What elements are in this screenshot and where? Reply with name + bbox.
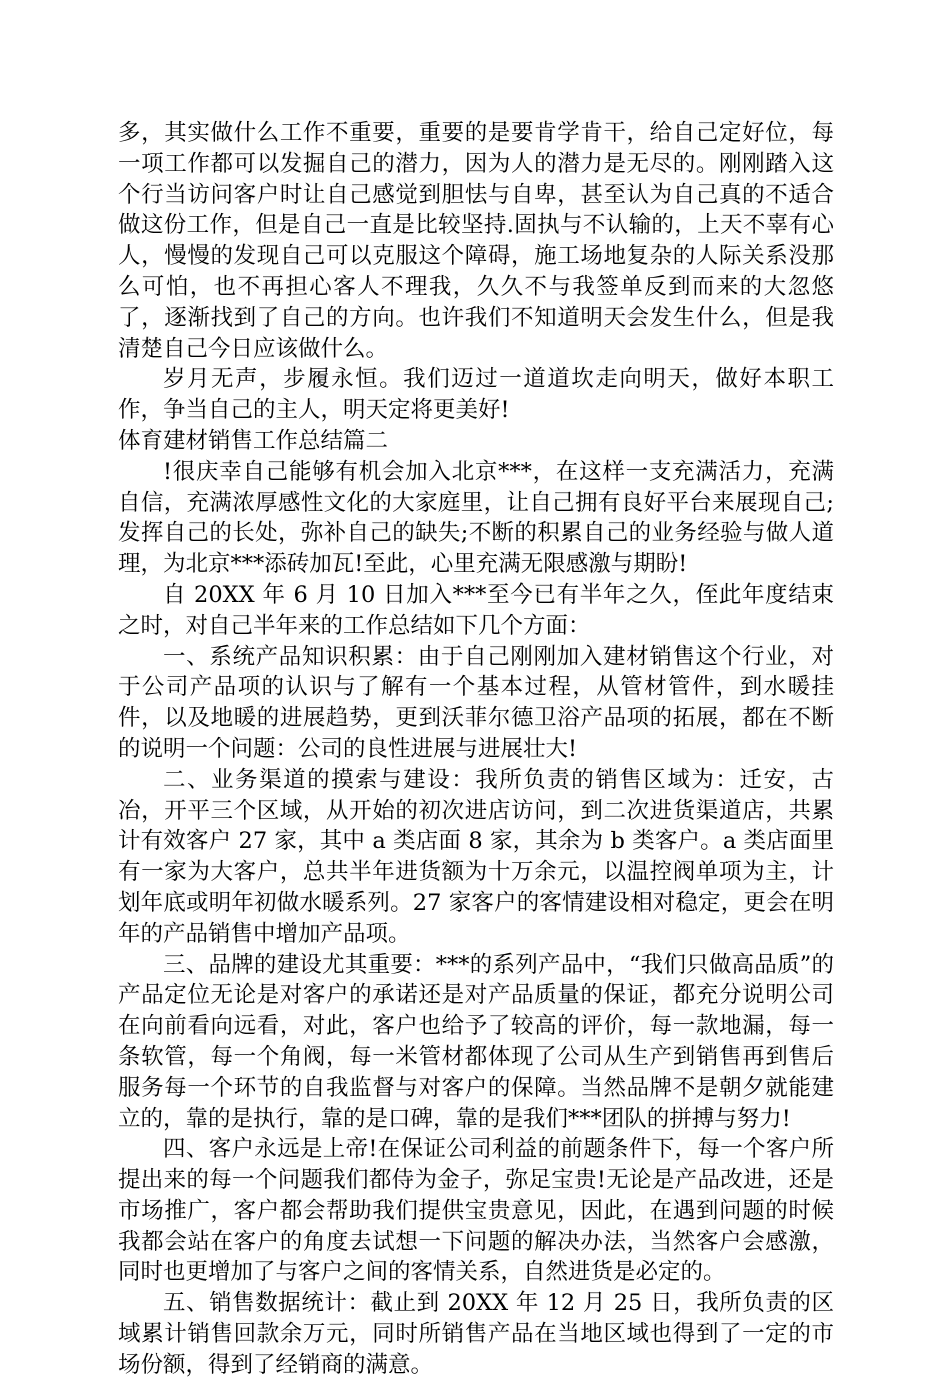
paragraph-point-4: 四、客户永远是上帝!在保证公司利益的前题条件下，每一个客户所提出来的每一个问题我们都侍为金子，弥足宝贵!无论是产品改进，还是市场推广，客户都会帮助我们提供宝贵意见，因此，在遇到问题的时候我都会站在客户的角度去试想一下问题的解决办法，当然客户会感激，同时也更增加了与客户之间的客情关系，自然进货是必定的。 <box>118 1136 834 1286</box>
paragraph-continuation: 多，其实做什么工作不重要，重要的是要肯学肯干，给自己定好位，每一项工作都可以发掘自己的潜力，因为人的潜力是无尽的。刚刚踏入这个行当访问客户时让自己感觉到胆怯与自卑，甚至认为自己真的不适合做这份工作，但是自己一直是比较坚持.固执与不认输的，上天不辜有心人，慢慢的发现自己可以克服这个障碍，施工场地复杂的人际关系没那么可怕，也不再担心客人不理我，久久不与我签单反到而来的大忽悠了，逐渐找到了自己的方向。也许我们不知道明天会发生什么，但是我清楚自己今日应该做什么。 <box>118 120 834 362</box>
document-page <box>118 118 834 1381</box>
paragraph-overview: 自 20XX 年 6 月 10 日加入***至今已有半年之久，侄此年度结束之时，对自己半年来的工作总结如下几个方面： <box>118 581 834 639</box>
paragraph-point-3: 三、品牌的建设尤其重要：***的系列产品中，“我们只做高品质”的产品定位无论是对客户的承诺还是对产品质量的保证，都充分说明公司在向前看向远看，对此，客户也给予了较高的评价，每一款地漏，每一条软管，每一个角阀，每一米管材都体现了公司从生产到销售再到售后服务每一个环节的自我监督与对客户的保障。当然品牌不是朝夕就能建立的，靠的是执行，靠的是口碑，靠的是我们***团队的拼搏与努力! <box>118 951 834 1132</box>
paragraph-point-5: 五、销售数据统计：截止到 20XX 年 12 月 25 日，我所负责的区域累计销售回款余万元，同时所销售产品在当地区域也得到了一定的市场份额，得到了经销商的满意。 <box>118 1290 834 1378</box>
paragraph-closing-remarks: 岁月无声，步履永恒。我们迈过一道道坎走向明天，做好本职工作，争当自己的主人，明天定将更美好! <box>118 366 834 424</box>
paragraph-point-2: 二、业务渠道的摸索与建设：我所负责的销售区域为：迁安，古冶，开平三个区域，从开始的初次进店访问，到二次进货渠道店，共累计有效客户 27 家，其中 a 类店面 8 家，其余为 b 类客户。a 类店面里有一家为大客户，总共半年进货额为十万余元，以温控阀单项为主，计划年底或明年初做水暖系列。27 家客户的客情建设相对稳定，更会在明年的产品销售中增加产品项。 <box>118 766 834 947</box>
paragraph-intro: !很庆幸自己能够有机会加入北京***，在这样一支充满活力，充满自信，充满浓厚感性文化的大家庭里，让自己拥有良好平台来展现自己;发挥自己的长处，弥补自己的缺失;不断的积累自己的业务经验与做人道理，为北京***添砖加瓦!至此，心里充满无限感激与期盼! <box>118 458 834 578</box>
section-heading: 体育建材销售工作总结篇二 <box>118 427 389 454</box>
paragraph-point-1: 一、系统产品知识积累：由于自己刚刚加入建材销售这个行业，对于公司产品项的认识与了解有一个基本过程，从管材管件，到水暖挂件，以及地暖的进展趋势，更到沃菲尔德卫浴产品项的拓展，都在不断的说明一个问题：公司的良性进展与进展壮大! <box>118 643 834 762</box>
